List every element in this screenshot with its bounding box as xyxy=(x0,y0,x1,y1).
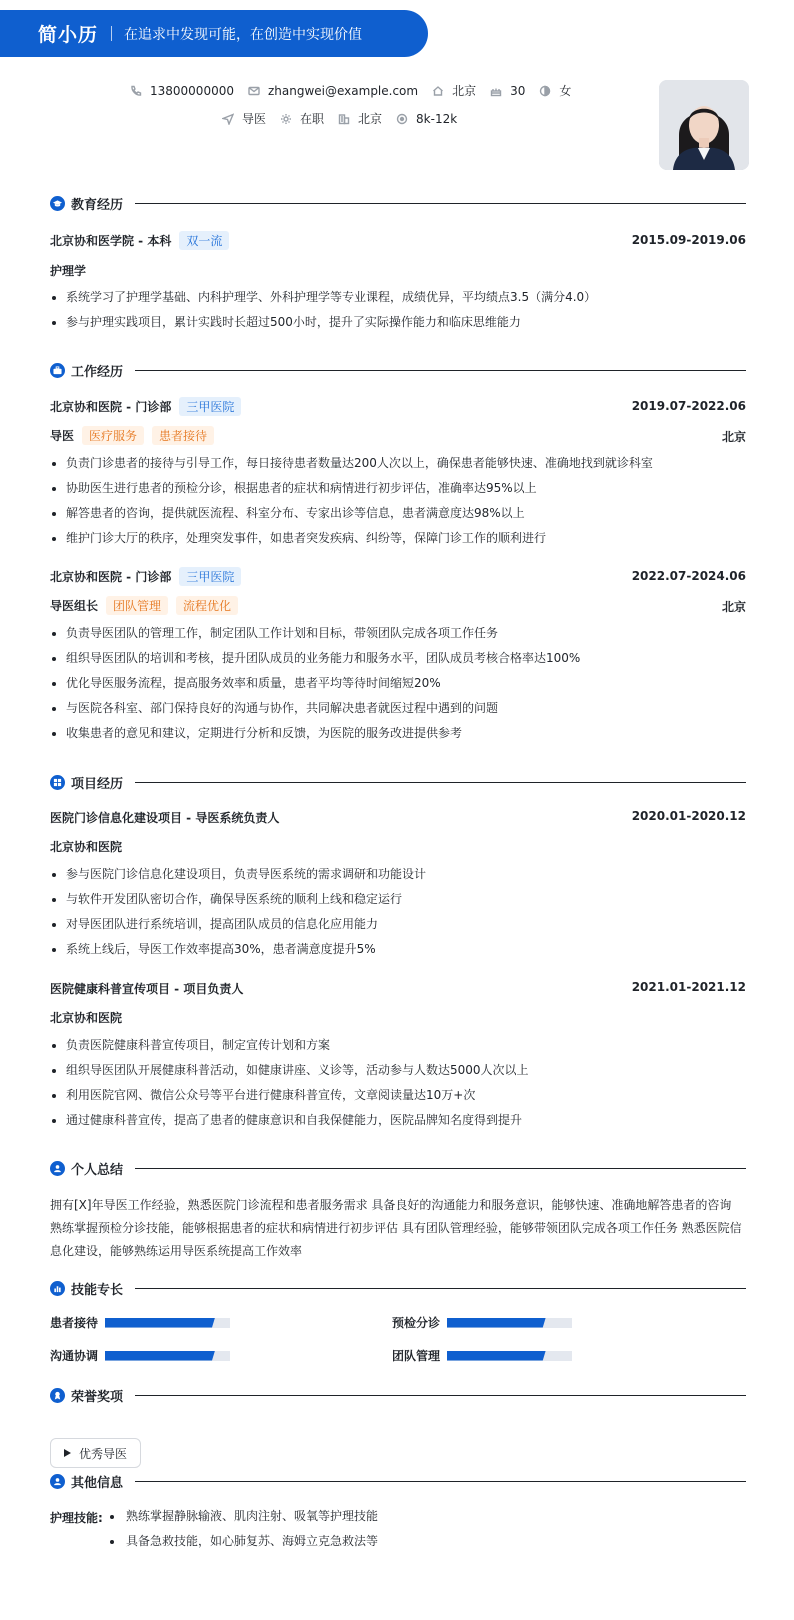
award-badge xyxy=(50,1438,141,1468)
section-projects-header xyxy=(50,773,746,792)
email-info xyxy=(248,84,418,98)
list-item: 通过健康科普宣传，提高了患者的健康意识和自我保健能力，医院品牌知名度得到提升 xyxy=(50,1113,750,1138)
phone-text: 13800000000 xyxy=(150,83,234,98)
building-icon xyxy=(338,113,350,125)
profile-photo-image xyxy=(659,80,749,170)
city-info xyxy=(432,82,476,99)
briefcase-icon xyxy=(50,363,65,378)
other-label: 护理技能: xyxy=(50,1511,103,1525)
contact-row-1 xyxy=(130,82,585,99)
education-date: 2015.09-2019.06 xyxy=(631,233,746,247)
work-2-location: 北京 xyxy=(721,600,746,614)
section-other-header xyxy=(50,1472,746,1491)
skill-bar xyxy=(447,1351,572,1361)
skill-bar-fill xyxy=(447,1351,546,1361)
section-title: 工作经历 xyxy=(71,365,124,380)
profile-photo xyxy=(659,80,749,170)
graduation-cap-icon xyxy=(50,196,65,211)
work-1-company xyxy=(50,397,241,416)
brand-name: 简小历 xyxy=(38,24,99,46)
list-item: 负责门诊患者的接待与引导工作，每日接待患者数量达200人次以上，确保患者能够快速、准确地找到就诊科室 xyxy=(50,456,750,481)
project-2-date: 2021.01-2021.12 xyxy=(631,980,746,994)
skill-item xyxy=(392,1314,572,1331)
school-name: 北京协和医学院 - 本科 xyxy=(50,234,172,248)
salary-text: 8k-12k xyxy=(416,111,458,126)
education-major: 护理学 xyxy=(50,264,87,278)
skill-bar xyxy=(447,1318,572,1328)
chart-icon xyxy=(50,1281,65,1296)
section-work-header xyxy=(50,361,746,380)
slogan: 在追求中发现可能，在创造中实现价值 xyxy=(124,26,363,43)
section-divider xyxy=(135,370,746,371)
role-name: 导医组长 xyxy=(50,599,99,613)
project-2-bullets xyxy=(50,1038,750,1138)
section-title: 其他信息 xyxy=(71,1476,124,1491)
skill-item xyxy=(50,1347,230,1364)
project-1-org: 北京协和医院 xyxy=(50,840,123,854)
skill-bar xyxy=(105,1351,230,1361)
work-1-date: 2019.07-2022.06 xyxy=(631,399,746,413)
section-title: 教育经历 xyxy=(71,198,124,213)
skill-item xyxy=(392,1347,572,1364)
salary-info xyxy=(396,112,457,126)
age-text: 30 xyxy=(510,83,526,98)
award-name: 优秀导医 xyxy=(79,1446,128,1461)
summary-text xyxy=(50,1194,746,1263)
work-2-date: 2022.07-2024.06 xyxy=(631,569,746,583)
other-list xyxy=(108,1509,378,1559)
user-icon xyxy=(50,1161,65,1176)
gender-text: 女 xyxy=(559,84,572,98)
work-2-bullets xyxy=(50,626,750,751)
company-name: 北京协和医院 - 门诊部 xyxy=(50,400,172,414)
work-1-bullets xyxy=(50,456,750,556)
work-2-company xyxy=(50,567,241,586)
list-item: 与软件开发团队密切合作，确保导医系统的顺利上线和稳定运行 xyxy=(50,892,750,917)
section-divider xyxy=(135,203,746,204)
school-tag: 双一流 xyxy=(179,231,229,250)
section-title: 项目经历 xyxy=(71,777,124,792)
section-summary-header xyxy=(50,1159,746,1178)
role-tag: 医疗服务 xyxy=(82,426,144,445)
education-bullets xyxy=(50,290,750,340)
skill-bar-fill xyxy=(105,1351,215,1361)
list-item: 熟练掌握静脉输液、肌肉注射、吸氧等护理技能 xyxy=(108,1509,378,1534)
age-info xyxy=(490,84,525,98)
summary-line: 熟练掌握预检分诊技能，能够根据患者的症状和病情进行初步评估 具有团队管理经验，能够带领团队完成各项工作任务 熟悉医院信 xyxy=(50,1221,742,1235)
project-2-org: 北京协和医院 xyxy=(50,1011,123,1025)
email-text: zhangwei@example.com xyxy=(267,83,419,98)
position-text: 导医 xyxy=(242,112,267,126)
section-divider xyxy=(135,1481,746,1482)
summary-line: 拥有[X]年导医工作经验，熟悉医院门诊流程和患者服务需求 具备良好的沟通能力和服务意识，能够快速、准确地解答患者的咨询 xyxy=(50,1198,732,1212)
project-2-title: 医院健康科普宣传项目 - 项目负责人 xyxy=(50,982,244,996)
send-icon xyxy=(222,113,234,125)
info-icon xyxy=(50,1474,65,1489)
company-name: 北京协和医院 - 门诊部 xyxy=(50,570,172,584)
list-item: 系统上线后，导医工作效率提高30%，患者满意度提升5% xyxy=(50,942,750,967)
play-icon xyxy=(64,1449,71,1457)
company-tag: 三甲医院 xyxy=(179,397,241,416)
phone-info xyxy=(130,84,234,98)
project-1-date: 2020.01-2020.12 xyxy=(631,809,746,823)
status-info xyxy=(280,110,324,127)
role-name: 导医 xyxy=(50,429,75,443)
header-banner xyxy=(0,10,428,57)
role-tag: 患者接待 xyxy=(152,426,214,445)
target-city-text: 北京 xyxy=(358,112,383,126)
section-divider xyxy=(135,782,746,783)
grid-icon xyxy=(50,775,65,790)
project-1-title: 医院门诊信息化建设项目 - 导医系统负责人 xyxy=(50,811,280,825)
list-item: 协助医生进行患者的预检分诊，根据患者的症状和病情进行初步评估，准确率达95%以上 xyxy=(50,481,750,506)
contact-row-2 xyxy=(222,110,471,127)
role-tag: 团队管理 xyxy=(106,596,168,615)
coin-icon xyxy=(396,113,408,125)
list-item: 维护门诊大厅的秩序，处理突发事件，如患者突发疾病、纠纷等，保障门诊工作的顺利进行 xyxy=(50,531,750,556)
skill-name: 患者接待 xyxy=(50,1316,99,1330)
gender-icon xyxy=(539,85,551,97)
skill-name: 预检分诊 xyxy=(392,1316,441,1330)
section-skills-header xyxy=(50,1279,746,1298)
position-info xyxy=(222,110,266,127)
skill-bar-fill xyxy=(447,1318,546,1328)
list-item: 参与护理实践项目，累计实践时长超过500小时，提升了实际操作能力和临床思维能力 xyxy=(50,315,750,340)
list-item: 组织导医团队的培训和考核，提升团队成员的业务能力和服务水平，团队成员考核合格率达100% xyxy=(50,651,750,676)
skill-name: 团队管理 xyxy=(392,1349,441,1363)
work-1-location: 北京 xyxy=(721,430,746,444)
list-item: 负责医院健康科普宣传项目，制定宣传计划和方案 xyxy=(50,1038,750,1063)
section-education-header xyxy=(50,194,746,213)
list-item: 具备急救技能，如心肺复苏、海姆立克急救法等 xyxy=(108,1534,378,1559)
work-2-role xyxy=(50,596,238,615)
list-item: 与医院各科室、部门保持良好的沟通与协作，共同解决患者就医过程中遇到的问题 xyxy=(50,701,750,726)
list-item: 系统学习了护理学基础、内科护理学、外科护理学等专业课程，成绩优异，平均绩点3.5（满分4.0） xyxy=(50,290,750,315)
city-text: 北京 xyxy=(452,84,477,98)
section-divider xyxy=(135,1288,746,1289)
skill-name: 沟通协调 xyxy=(50,1349,99,1363)
cake-icon xyxy=(490,85,502,97)
list-item: 对导医团队进行系统培训，提高团队成员的信息化应用能力 xyxy=(50,917,750,942)
list-item: 组织导医团队开展健康科普活动，如健康讲座、义诊等，活动参与人数达5000人次以上 xyxy=(50,1063,750,1088)
skill-bar-fill xyxy=(105,1318,215,1328)
list-item: 利用医院官网、微信公众号等平台进行健康科普宣传，文章阅读量达10万+次 xyxy=(50,1088,750,1113)
section-honors-header xyxy=(50,1386,746,1405)
section-title: 技能专长 xyxy=(71,1283,124,1298)
summary-line: 息化建设，能够熟练运用导医系统提高工作效率 xyxy=(50,1244,303,1258)
list-item: 收集患者的意见和建议，定期进行分析和反馈，为医院的服务改进提供参考 xyxy=(50,726,750,751)
list-item: 解答患者的咨询，提供就医流程、科室分布、专家出诊等信息，患者满意度达98%以上 xyxy=(50,506,750,531)
section-title: 个人总结 xyxy=(71,1163,124,1178)
education-school xyxy=(50,231,229,250)
gear-icon xyxy=(280,113,292,125)
company-tag: 三甲医院 xyxy=(179,567,241,586)
list-item: 负责导医团队的管理工作，制定团队工作计划和目标，带领团队完成各项工作任务 xyxy=(50,626,750,651)
skill-item xyxy=(50,1314,230,1331)
target-city-info xyxy=(338,110,382,127)
award-icon xyxy=(50,1388,65,1403)
section-divider xyxy=(135,1168,746,1169)
status-text: 在职 xyxy=(300,112,325,126)
phone-icon xyxy=(130,85,142,97)
project-1-bullets xyxy=(50,867,750,967)
role-tag: 流程优化 xyxy=(176,596,238,615)
work-1-role xyxy=(50,426,214,445)
banner-divider xyxy=(111,26,112,41)
home-icon xyxy=(432,85,444,97)
gender-info xyxy=(539,82,571,99)
section-title: 荣誉奖项 xyxy=(71,1390,124,1405)
list-item: 优化导医服务流程，提高服务效率和质量，患者平均等待时间缩短20% xyxy=(50,676,750,701)
mail-icon xyxy=(248,85,260,97)
section-divider xyxy=(135,1395,746,1396)
skill-bar xyxy=(105,1318,230,1328)
list-item: 参与医院门诊信息化建设项目，负责导医系统的需求调研和功能设计 xyxy=(50,867,750,892)
